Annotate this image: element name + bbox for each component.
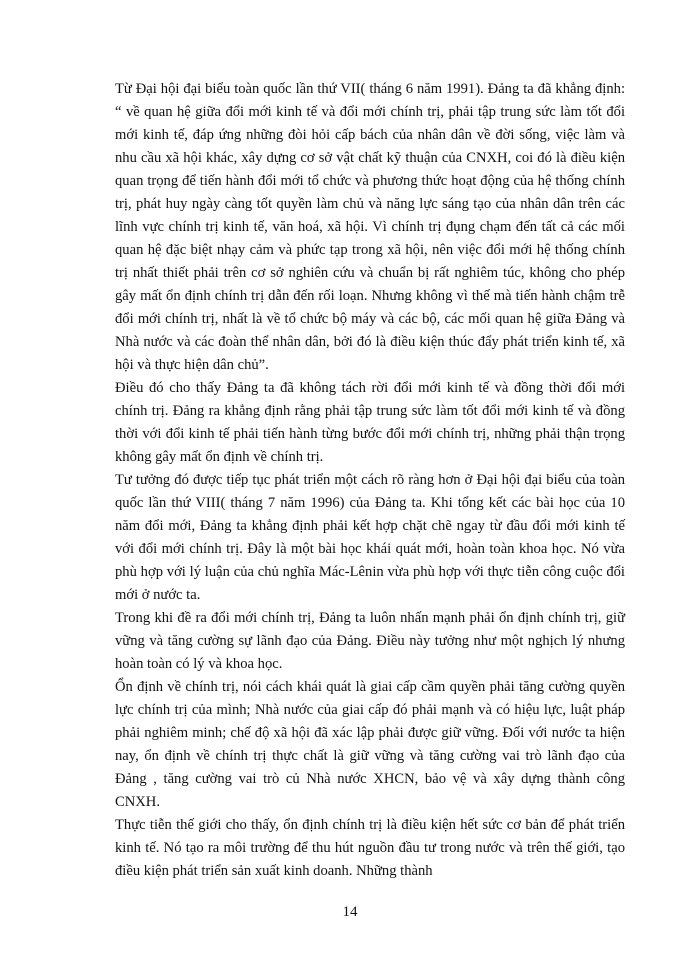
paragraph-4: Trong khi đề ra đổi mới chính trị, Đảng ta luôn nhấn mạnh phải ổn định chính trị, giữ vững và tăng cường sự lãnh đạo của Đảng. Điều này tưởng như một nghịch lý nhưng hoàn toàn có lý và khoa học.	[115, 610, 625, 672]
paragraph-3: Tư tưởng đó được tiếp tục phát triển một cách rõ ràng hơn ở Đại hội đại biểu của toàn quốc lần thứ VIII( tháng 7 năm 1996) của Đảng ta. Khi tổng kết các bài học của 10 năm đổi mới, Đảng ta khẳng định phải kết hợp chặt chẽ ngay từ đầu đổi mới kinh tế với đổi mới chính trị. Đây là một bài học khái quát mới, hoàn toàn khoa học. Nó vừa phù hợp với lý luận của chủ nghĩa Mác-Lênin vừa phù hợp với thực tiễn công cuộc đổi mới ở nước ta.	[115, 472, 625, 603]
paragraph-1: Từ Đại hội đại biểu toàn quốc lần thứ VII( tháng 6 năm 1991). Đảng ta đã khẳng định: “ về quan hệ giữa đổi mới kinh tế và đổi mới chính trị, phải tập trung sức làm tốt đổi mới kinh tế, đáp ứng những đòi hỏi cấp bách của nhân dân về đời sống, việc làm và nhu cầu xã hội khác, xây dựng cơ sở vật chất kỹ thuận của CNXH, coi đó là điều kiện quan trọng để tiến hành đổi mới tổ chức và phương thức hoạt động của hệ thống chính trị, phát huy ngày càng tốt quyền làm chủ và năng lực sáng tạo của nhân dân trên các lĩnh vực chính trị kinh tế, văn hoá, xã hội. Vì chính trị đụng chạm đến tất cả các mối quan hệ đặc biệt nhạy cảm và phức tạp trong xã hội, nên việc đổi mới hệ thống chính trị nhất thiết phải trên cơ sở nghiên cứu và chuẩn bị rất nghiêm túc, không cho phép gây mất ổn định chính trị dẫn đến rối loạn. Nhưng không vì thế mà tiến hành chậm trễ đổi mới chính trị, nhất là về tổ chức bộ máy và các bộ, các mối quan hệ giữa Đảng và Nhà nước và các đoàn thể nhân dân, bởi đó là điều kiện thúc đẩy phát triển kinh tế, xã hội và thực hiện dân chủ”.	[115, 81, 625, 373]
body-text	[115, 78, 625, 883]
paragraph-2: Điều đó cho thấy Đảng ta đã không tách rời đổi mới kinh tế và đồng thời đổi mới chính trị. Đảng ra khẳng định rằng phải tập trung sức làm tốt đổi mới kinh tế và đồng thời với đổi kinh tế phải tiến hành từng bước đổi mới chính trị, những phải thận trọng không gây mất ổn định về chính trị.	[115, 380, 625, 465]
paragraph-6: Thực tiễn thế giới cho thấy, ổn định chính trị là điều kiện hết sức cơ bản để phát triển kinh tế. Nó tạo ra môi trường để thu hút nguồn đầu tư trong nước và trên thế giới, tạo điều kiện phát triển sản xuất kinh doanh. Những thành	[115, 817, 625, 879]
page-number: 14	[342, 904, 358, 920]
paragraph-5: Ổn định về chính trị, nói cách khái quát là giai cấp cầm quyền phải tăng cường quyền lực chính trị của mình; Nhà nước của giai cấp đó phải mạnh và có hiệu lực, luật pháp phải nghiêm minh; chế độ xã hội đã xác lập phải được giữ vững. Đối với nước ta hiện nay, ổn định về chính trị thực chất là giữ vững và tăng cường vai trò lãnh đạo của Đảng , tăng cường vai trò củ Nhà nước XHCN, bảo vệ và xây dựng thành công CNXH.	[115, 679, 625, 810]
